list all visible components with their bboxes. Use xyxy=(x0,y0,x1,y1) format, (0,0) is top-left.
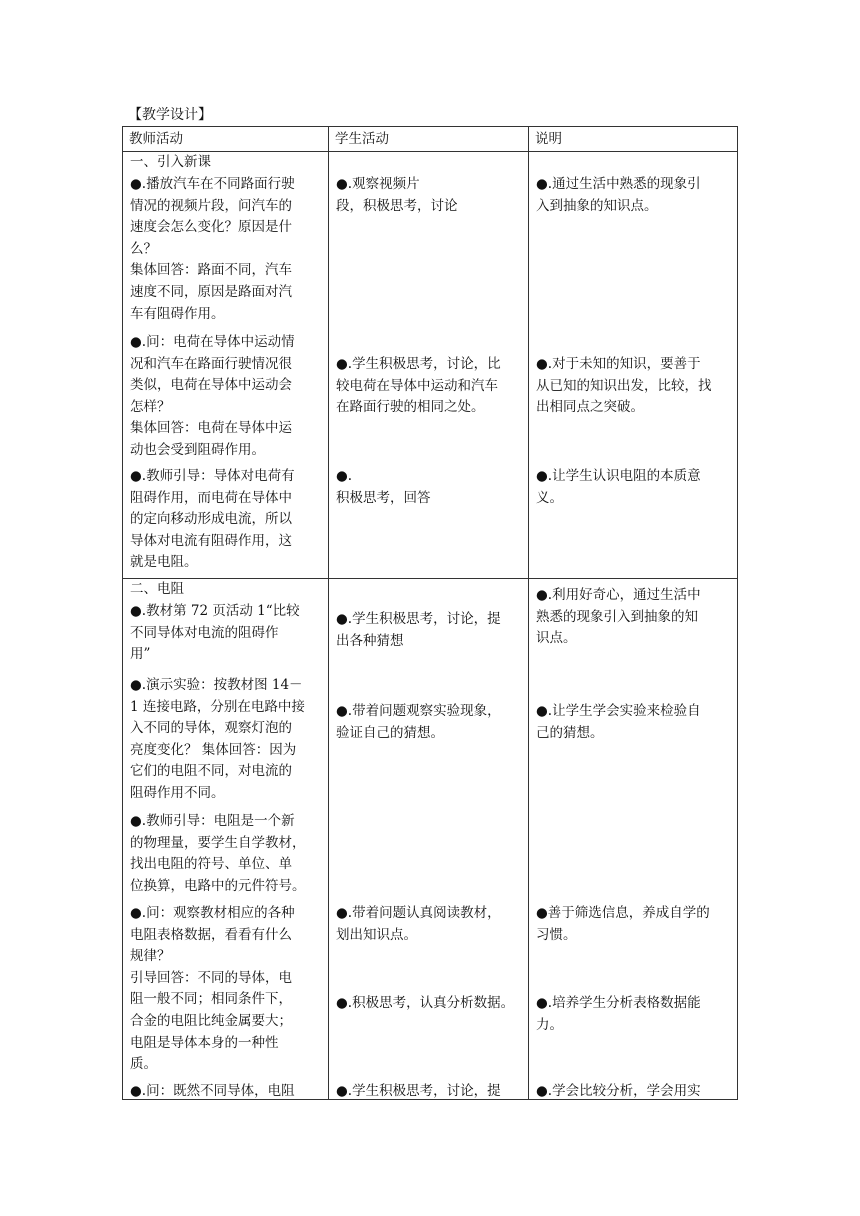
section1-teacher-item-3: ●.教师引导：导体对电荷有 阻碍作用，而电荷在导体中 的定向移动形成电流，所以 导体对电流有阻碍作用，这 就是电阻。 xyxy=(130,468,295,571)
section2-teacher-item-2: ●.演示实验：按教材图 14－ 1 连接电路，分别在电路中接 入不同的导体，观察灯泡的 亮度变化？ 集体回答：因为 它们的电阻不同，对电流的 阻碍作用不同。 xyxy=(130,677,305,801)
section1-heading: 一、引入新课 xyxy=(130,154,211,170)
section1-note-item-3: ●.让学生认识电阻的本质意 义。 xyxy=(536,468,701,506)
section1-note-item-1: ●.通过生活中熟悉的现象引 入到抽象的知识点。 xyxy=(536,176,701,214)
section2-student-item-1: ●.学生积极思考，讨论，提 出各种猜想 xyxy=(336,611,501,649)
section2-note-item-4: ●.培养学生分析表格数据能 力。 xyxy=(536,995,701,1033)
section2-student-cell xyxy=(329,579,529,1099)
section-resistance-row xyxy=(123,579,737,1099)
header-teacher-activity: 教师活动 xyxy=(123,127,329,151)
section1-note-item-2: ●.对于未知的知识，要善于 从已知的知识出发，比较，找 出相同点之突破。 xyxy=(536,356,712,416)
section2-teacher-cell xyxy=(123,579,329,1099)
section2-note-item-1: ●.利用好奇心，通过生活中 熟悉的现象引入到抽象的知 识点。 xyxy=(536,587,701,647)
lesson-design-table xyxy=(122,126,738,1100)
section2-note-item-3: ●善于筛选信息，养成自学的 习惯。 xyxy=(536,905,710,943)
section1-student-item-1: ●.观察视频片 段，积极思考，讨论 xyxy=(336,176,458,214)
section2-student-item-2: ●.带着问题观察实验现象， 验证自己的猜想。 xyxy=(336,703,501,741)
header-student-activity: 学生活动 xyxy=(329,127,529,151)
section1-student-cell xyxy=(329,152,529,578)
section2-student-item-4: ●.积极思考，认真分析数据。 xyxy=(336,995,515,1011)
header-notes: 说明 xyxy=(535,131,562,147)
section1-teacher-item-2: ●.问：电荷在导体中运动情 况和汽车在路面行驶情况很 类似，电荷在导体中运动会 怎样？ 集体回答：电荷在导体中运 动也会受到阻碍作用。 xyxy=(130,334,295,458)
section1-teacher-item-1: ●.播放汽车在不同路面行驶 情况的视频片段，问汽车的 速度会怎么变化？原因是什 么？ 集体回答：路面不同，汽车 速度不同，原因是路面对汽 车有阻碍作用。 xyxy=(130,176,295,322)
section1-student-item-3: ●. 积极思考，回答 xyxy=(336,468,431,506)
page-title: 【教学设计】 xyxy=(128,107,212,123)
section-introduction-row xyxy=(123,152,737,579)
section2-student-item-5: ●.学生积极思考，讨论，提 xyxy=(336,1083,501,1099)
section2-student-item-3: ●.带着问题认真阅读教材， 划出知识点。 xyxy=(336,905,501,943)
table-header-row xyxy=(123,127,737,152)
section2-note-item-5: ●.学会比较分析，学会用实 xyxy=(536,1083,701,1099)
section2-teacher-item-5: ●.问：既然不同导体，电阻 xyxy=(130,1083,295,1099)
section2-teacher-item-3: ●.教师引导：电阻是一个新 的物理量，要学生自学教材， 找出电阻的符号、单位、单 位换算，电路中的元件符号。 xyxy=(130,813,306,894)
section1-note-cell xyxy=(529,152,737,578)
section2-teacher-item-1: ●.教材第 72 页活动 1“比较 不同导体对电流的阻碍作 用” xyxy=(130,603,300,663)
section2-note-item-2: ●.让学生学会实验来检验自 己的猜想。 xyxy=(536,703,701,741)
section2-note-cell xyxy=(529,579,737,1099)
section2-heading: 二、电阻 xyxy=(130,581,184,597)
section1-student-item-2: ●.学生积极思考，讨论，比 较电荷在导体中运动和汽车 在路面行驶的相同之处。 xyxy=(336,356,501,416)
section1-teacher-cell xyxy=(123,152,329,578)
section2-teacher-item-4: ●.问：观察教材相应的各种 电阻表格数据，看看有什么 规律？ 引导回答：不同的导体，电 阻一般不同；相同条件下， 合金的电阻比纯金属要大； 电阻是导体本身的一种性 质。 xyxy=(130,905,295,1073)
